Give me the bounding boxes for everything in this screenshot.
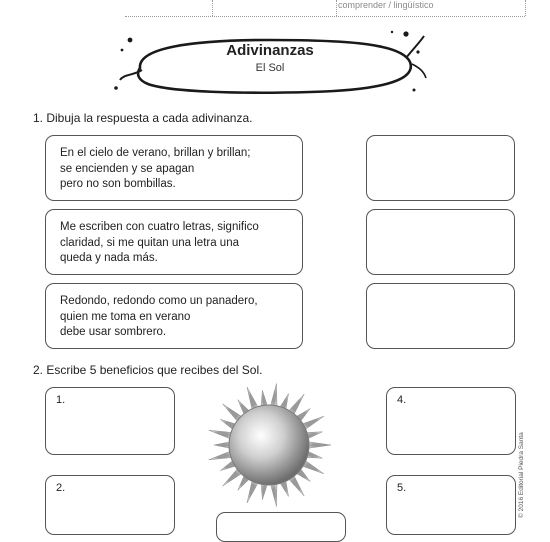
publisher-credit: [510, 432, 524, 518]
header-divider: [525, 0, 526, 16]
riddle-box: [45, 135, 303, 201]
benefit-number: 4.: [397, 394, 407, 406]
credit-text: © 2016 Editorial Piedra Santa: [518, 432, 525, 518]
sun-ray: [270, 482, 277, 506]
header-caption: comprender / lingüístico: [338, 0, 434, 10]
drawing-answer-box[interactable]: [366, 135, 515, 201]
page-subtitle: El Sol: [255, 62, 285, 74]
riddle-text: Redondo, redondo como un panadero, quien me toma en verano debe usar sombrero.: [60, 295, 258, 338]
header-strip: [0, 0, 550, 20]
riddle-text: En el cielo de verano, brillan y brillan; se encienden y se apagan pero no son bombillas.: [60, 147, 251, 190]
benefit-number: 5.: [397, 482, 407, 494]
sun-ray: [270, 384, 277, 408]
benefit-box[interactable]: [45, 387, 175, 455]
benefit-number: 1.: [56, 394, 66, 406]
header-divider: [212, 0, 213, 16]
benefit-number: 2.: [56, 482, 66, 494]
benefit-box[interactable]: [386, 475, 516, 535]
benefit-box[interactable]: [45, 475, 175, 535]
page-title: Adivinanzas: [226, 42, 314, 59]
instruction-1: 1. Dibuja la respuesta a cada adivinanza.: [33, 111, 253, 125]
benefit-box[interactable]: [216, 512, 346, 542]
benefit-box[interactable]: [386, 387, 516, 455]
header-divider: [336, 0, 337, 16]
title-banner: [110, 28, 430, 104]
sun-icon: [204, 380, 334, 510]
sun-ray: [307, 442, 331, 449]
header-dotted-line: [125, 16, 525, 17]
riddle-box: [45, 283, 303, 349]
drawing-answer-box[interactable]: [366, 209, 515, 275]
instruction-2: 2. Escribe 5 beneficios que recibes del Sol.: [33, 363, 263, 377]
riddle-text: Me escriben con cuatro letras, significo claridad, si me quitan una letra una queda y nada más.: [60, 221, 259, 264]
drawing-answer-box[interactable]: [366, 283, 515, 349]
riddle-box: [45, 209, 303, 275]
